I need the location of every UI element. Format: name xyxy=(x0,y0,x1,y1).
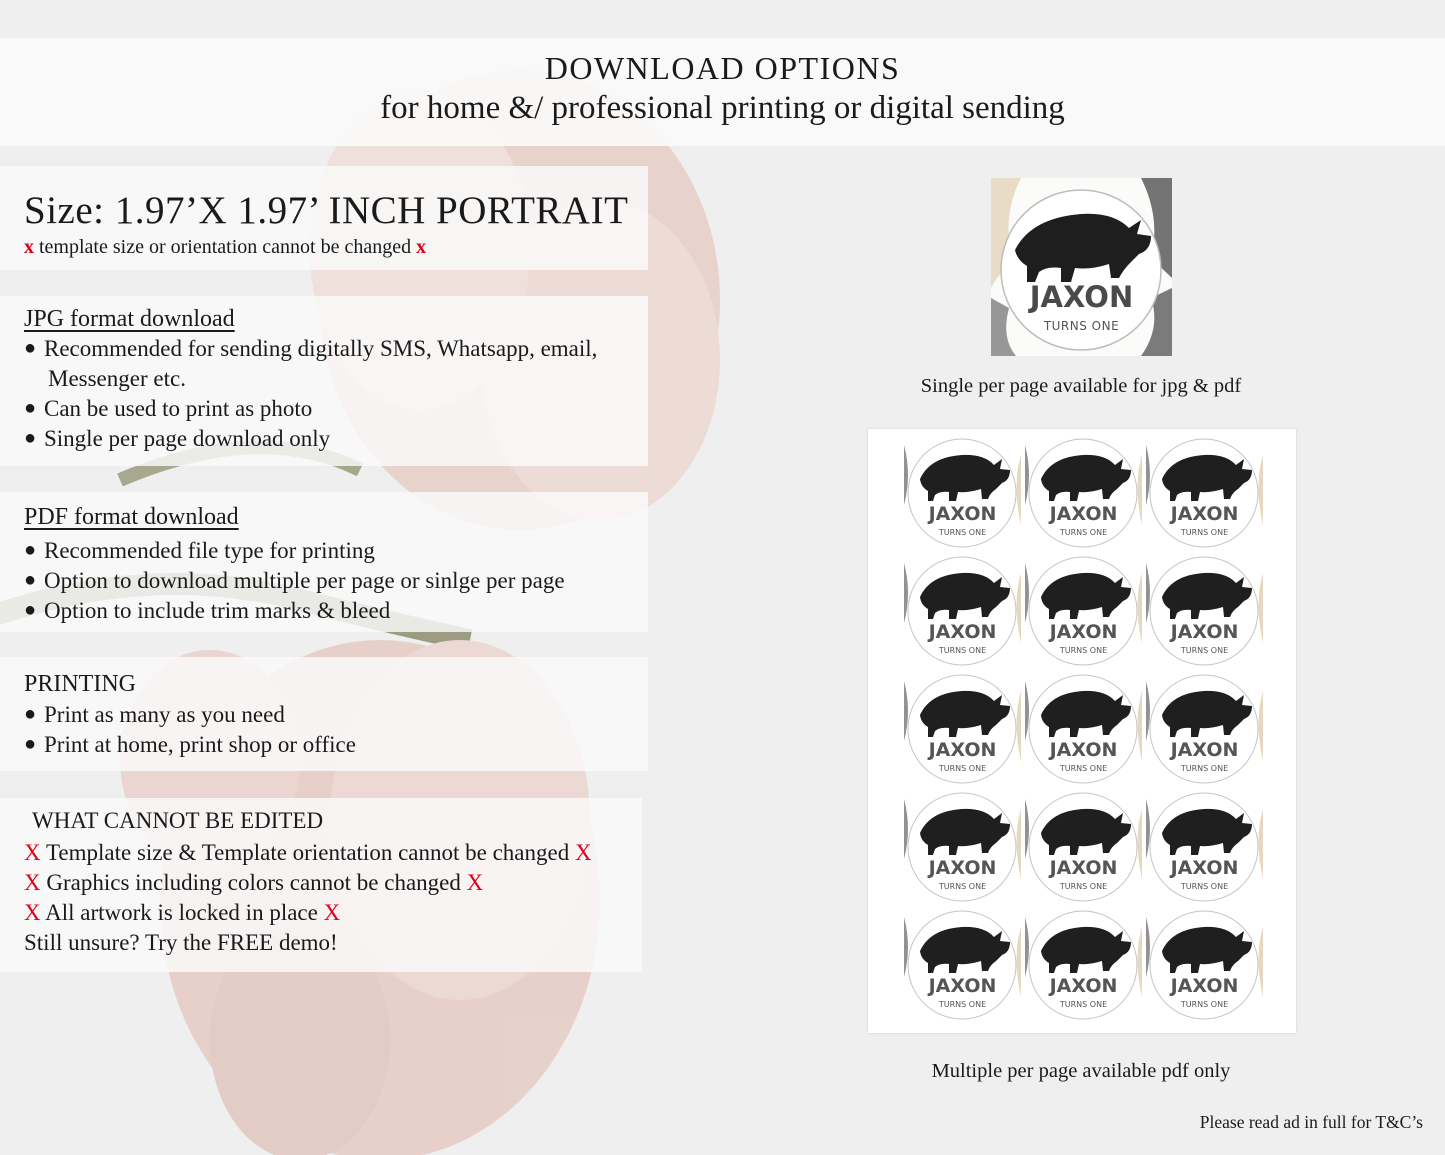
sticker-sub: TURNS ONE xyxy=(1059,882,1108,891)
red-x-icon: X xyxy=(24,870,41,895)
edit-panel xyxy=(0,798,642,972)
sticker-sub: TURNS ONE xyxy=(1180,764,1229,773)
list-item: X Graphics including colors cannot be changed X xyxy=(24,870,484,895)
red-x-icon: X xyxy=(24,840,41,865)
edit-title: WHAT CANNOT BE EDITED xyxy=(32,808,324,833)
sheet-sticker xyxy=(1025,789,1142,903)
sticker-name: JAXON xyxy=(928,857,997,879)
sheet-sticker xyxy=(1146,553,1263,667)
sticker-name: JAXON xyxy=(1049,621,1118,643)
sticker-sub: TURNS ONE xyxy=(1059,764,1108,773)
sticker-name: JAXON xyxy=(1049,857,1118,879)
multiple-caption: Multiple per page available pdf only xyxy=(931,1060,1231,1082)
jpg-panel xyxy=(0,296,648,466)
single-caption: Single per page available for jpg & pdf xyxy=(920,375,1242,397)
pdf-title: PDF format download xyxy=(24,504,239,530)
red-x-icon: X xyxy=(574,840,592,865)
sheet-sticker xyxy=(1025,671,1142,785)
sticker-sub: TURNS ONE xyxy=(1180,528,1229,537)
sticker-name: JAXON xyxy=(1170,503,1239,525)
list-item: X Template size & Template orientation cannot be changed X xyxy=(24,840,592,865)
size-panel xyxy=(0,166,648,270)
sticker-sub: TURNS ONE xyxy=(938,646,987,655)
sheet-sticker xyxy=(904,789,1021,903)
list-item: Messenger etc. xyxy=(48,366,186,391)
sheet-sticker xyxy=(1146,671,1263,785)
red-x-icon: X xyxy=(24,900,41,925)
red-x-icon: x xyxy=(24,236,34,258)
sheet-sticker xyxy=(1025,553,1142,667)
sticker-sub: TURNS ONE xyxy=(938,1000,987,1009)
jpg-title: JPG format download xyxy=(24,306,235,332)
multi-sticker-sheet xyxy=(868,429,1296,1033)
sheet-sticker xyxy=(904,907,1021,1021)
sticker-sub: TURNS ONE xyxy=(1043,319,1120,333)
sticker-name: JAXON xyxy=(1029,280,1134,314)
sheet-sticker xyxy=(1146,435,1263,549)
sheet-sticker xyxy=(904,553,1021,667)
sticker-sub: TURNS ONE xyxy=(1059,528,1108,537)
sticker-name: JAXON xyxy=(1170,739,1239,761)
sheet-sticker xyxy=(904,671,1021,785)
list-item: ● Can be used to print as photo xyxy=(24,396,313,421)
sticker-name: JAXON xyxy=(1170,857,1239,879)
page-title: DOWNLOAD OPTIONS xyxy=(544,50,901,86)
sticker-sub: TURNS ONE xyxy=(938,528,987,537)
demo-line: Still unsure? Try the FREE demo! xyxy=(24,930,338,955)
list-item: ● Option to include trim marks & bleed xyxy=(24,598,391,623)
sheet-sticker xyxy=(904,435,1021,549)
red-x-icon: X xyxy=(323,900,341,925)
sticker-name: JAXON xyxy=(928,503,997,525)
list-item: ● Recommended for sending digitally SMS, Whatsapp, email, xyxy=(24,336,598,361)
list-item: ● Recommended file type for printing xyxy=(24,538,375,563)
sticker-name: JAXON xyxy=(928,975,997,997)
sticker-sub: TURNS ONE xyxy=(1059,646,1108,655)
sticker-sub: TURNS ONE xyxy=(938,764,987,773)
size-note: template size or orientation cannot be changed xyxy=(39,236,412,258)
sticker-sub: TURNS ONE xyxy=(938,882,987,891)
printing-title: PRINTING xyxy=(24,671,136,697)
sticker-name: JAXON xyxy=(1049,975,1118,997)
size-note-line xyxy=(24,236,426,259)
sticker-name: JAXON xyxy=(928,621,997,643)
sheet-sticker xyxy=(1146,907,1263,1021)
red-x-icon: x xyxy=(416,236,427,258)
sticker-sub: TURNS ONE xyxy=(1180,646,1229,655)
sheet-sticker xyxy=(1146,789,1263,903)
sheet-sticker xyxy=(1025,435,1142,549)
list-item: ● Option to download multiple per page or sinlge per page xyxy=(24,568,565,593)
terms-note: Please read ad in full for T&C’s xyxy=(1199,1112,1423,1132)
red-x-icon: X xyxy=(466,870,484,895)
single-sticker-preview xyxy=(991,178,1172,356)
list-item: ● Print at home, print shop or office xyxy=(24,732,356,757)
sticker-sub: TURNS ONE xyxy=(1059,1000,1108,1009)
printing-panel xyxy=(0,657,648,771)
page-subtitle: for home &/ professional printing or digital sending xyxy=(380,90,1065,126)
sheet-sticker xyxy=(1025,907,1142,1021)
sticker-name: JAXON xyxy=(1170,975,1239,997)
list-item: ● Single per page download only xyxy=(24,426,331,451)
sticker-sub: TURNS ONE xyxy=(1180,882,1229,891)
sticker-name: JAXON xyxy=(1049,503,1118,525)
sticker-name: JAXON xyxy=(928,739,997,761)
sticker-sub: TURNS ONE xyxy=(1180,1000,1229,1009)
sticker-name: JAXON xyxy=(1170,621,1239,643)
header-banner xyxy=(0,38,1445,146)
list-item: ● Print as many as you need xyxy=(24,702,285,727)
list-item: X All artwork is locked in place X xyxy=(24,900,341,925)
size-title: Size: 1.97’X 1.97’ INCH PORTRAIT xyxy=(24,189,629,232)
sticker-name: JAXON xyxy=(1049,739,1118,761)
pdf-panel xyxy=(0,492,648,632)
